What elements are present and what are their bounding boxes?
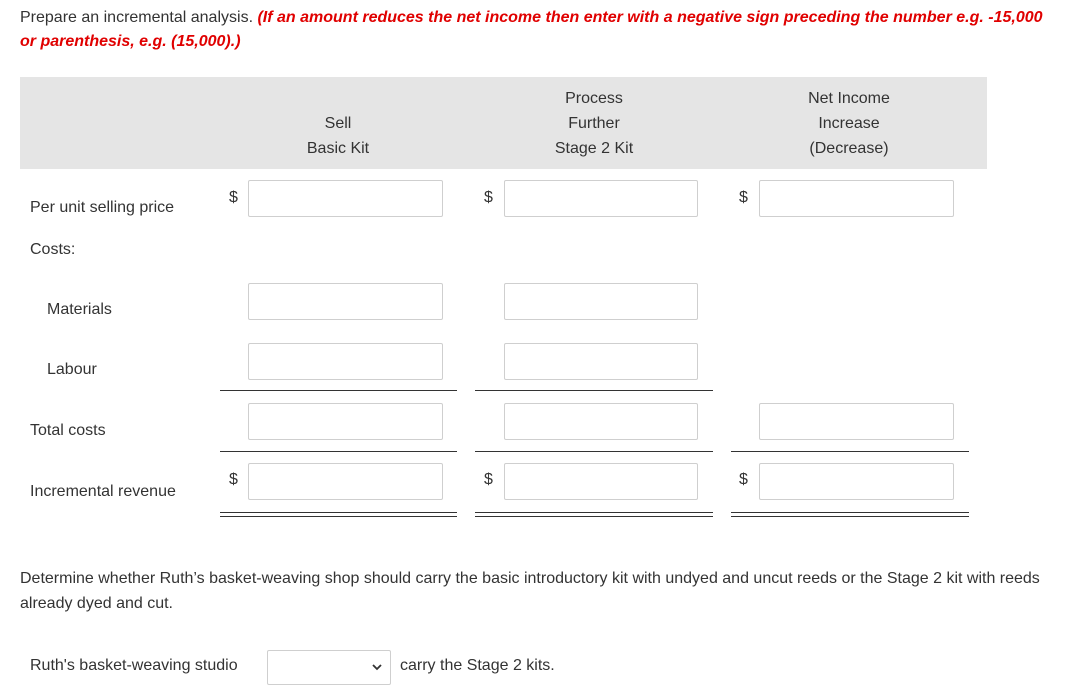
dollar-sign: $ [484, 189, 493, 206]
decision-prefix: Ruth's basket-weaving studio [30, 657, 238, 674]
dollar-sign: $ [484, 471, 493, 488]
header-net-line3: (Decrease) [809, 140, 889, 157]
incremental-process-input[interactable] [504, 463, 698, 500]
dollar-sign: $ [229, 471, 238, 488]
subtotal-rule [475, 390, 713, 391]
dollar-sign: $ [739, 189, 748, 206]
decision-suffix: carry the Stage 2 kits. [400, 657, 555, 674]
row-label-costs: Costs: [30, 241, 76, 258]
header-process-further [534, 86, 654, 161]
header-process-line2: Further [568, 115, 620, 132]
total-costs-net-input[interactable] [759, 403, 954, 440]
dollar-sign: $ [739, 471, 748, 488]
labour-process-input[interactable] [504, 343, 698, 380]
header-process-line3: Stage 2 Kit [554, 140, 634, 157]
chevron-down-icon [370, 660, 384, 674]
dollar-sign: $ [229, 189, 238, 206]
row-label-incremental-revenue: Incremental revenue [30, 483, 176, 500]
materials-sell-input[interactable] [248, 283, 443, 320]
double-rule [731, 512, 969, 517]
header-sell-line2: Basic Kit [306, 140, 370, 157]
instructions [20, 6, 1060, 54]
incremental-net-input[interactable] [759, 463, 954, 500]
decision-question: Determine whether Ruth’s basket-weaving shop should carry the basic introductory kit with undyed and uncut reeds or the Stage 2 kit with reeds already dyed and cut. [20, 570, 1040, 612]
row-label-total-costs: Total costs [30, 422, 106, 439]
decision-select[interactable] [267, 650, 391, 685]
header-net-line1: Net Income [808, 90, 890, 107]
instructions-highlight: (If an amount reduces the net income then enter with a negative sign preceding the number e.g. -15,000 or parenthesis, e.g. (15,000).) [20, 9, 1043, 50]
per-unit-process-input[interactable] [504, 180, 698, 217]
incremental-sell-input[interactable] [248, 463, 443, 500]
per-unit-net-input[interactable] [759, 180, 954, 217]
total-rule [731, 451, 969, 452]
header-net-income [789, 86, 909, 161]
total-costs-process-input[interactable] [504, 403, 698, 440]
total-rule [220, 451, 457, 452]
header-sell-basic-kit [288, 111, 388, 161]
double-rule [475, 512, 713, 517]
per-unit-sell-input[interactable] [248, 180, 443, 217]
header-net-line2: Increase [818, 115, 880, 132]
row-label-per-unit: Per unit selling price [30, 199, 175, 216]
total-costs-sell-input[interactable] [248, 403, 443, 440]
table-header [20, 77, 987, 169]
instructions-lead: Prepare an incremental analysis. [20, 9, 258, 26]
double-rule [220, 512, 457, 517]
row-label-materials: Materials [47, 301, 112, 318]
subtotal-rule [220, 390, 457, 391]
header-process-line1: Process [565, 90, 623, 107]
materials-process-input[interactable] [504, 283, 698, 320]
row-label-labour: Labour [47, 361, 97, 378]
labour-sell-input[interactable] [248, 343, 443, 380]
header-sell-line1: Sell [324, 115, 352, 132]
total-rule [475, 451, 713, 452]
